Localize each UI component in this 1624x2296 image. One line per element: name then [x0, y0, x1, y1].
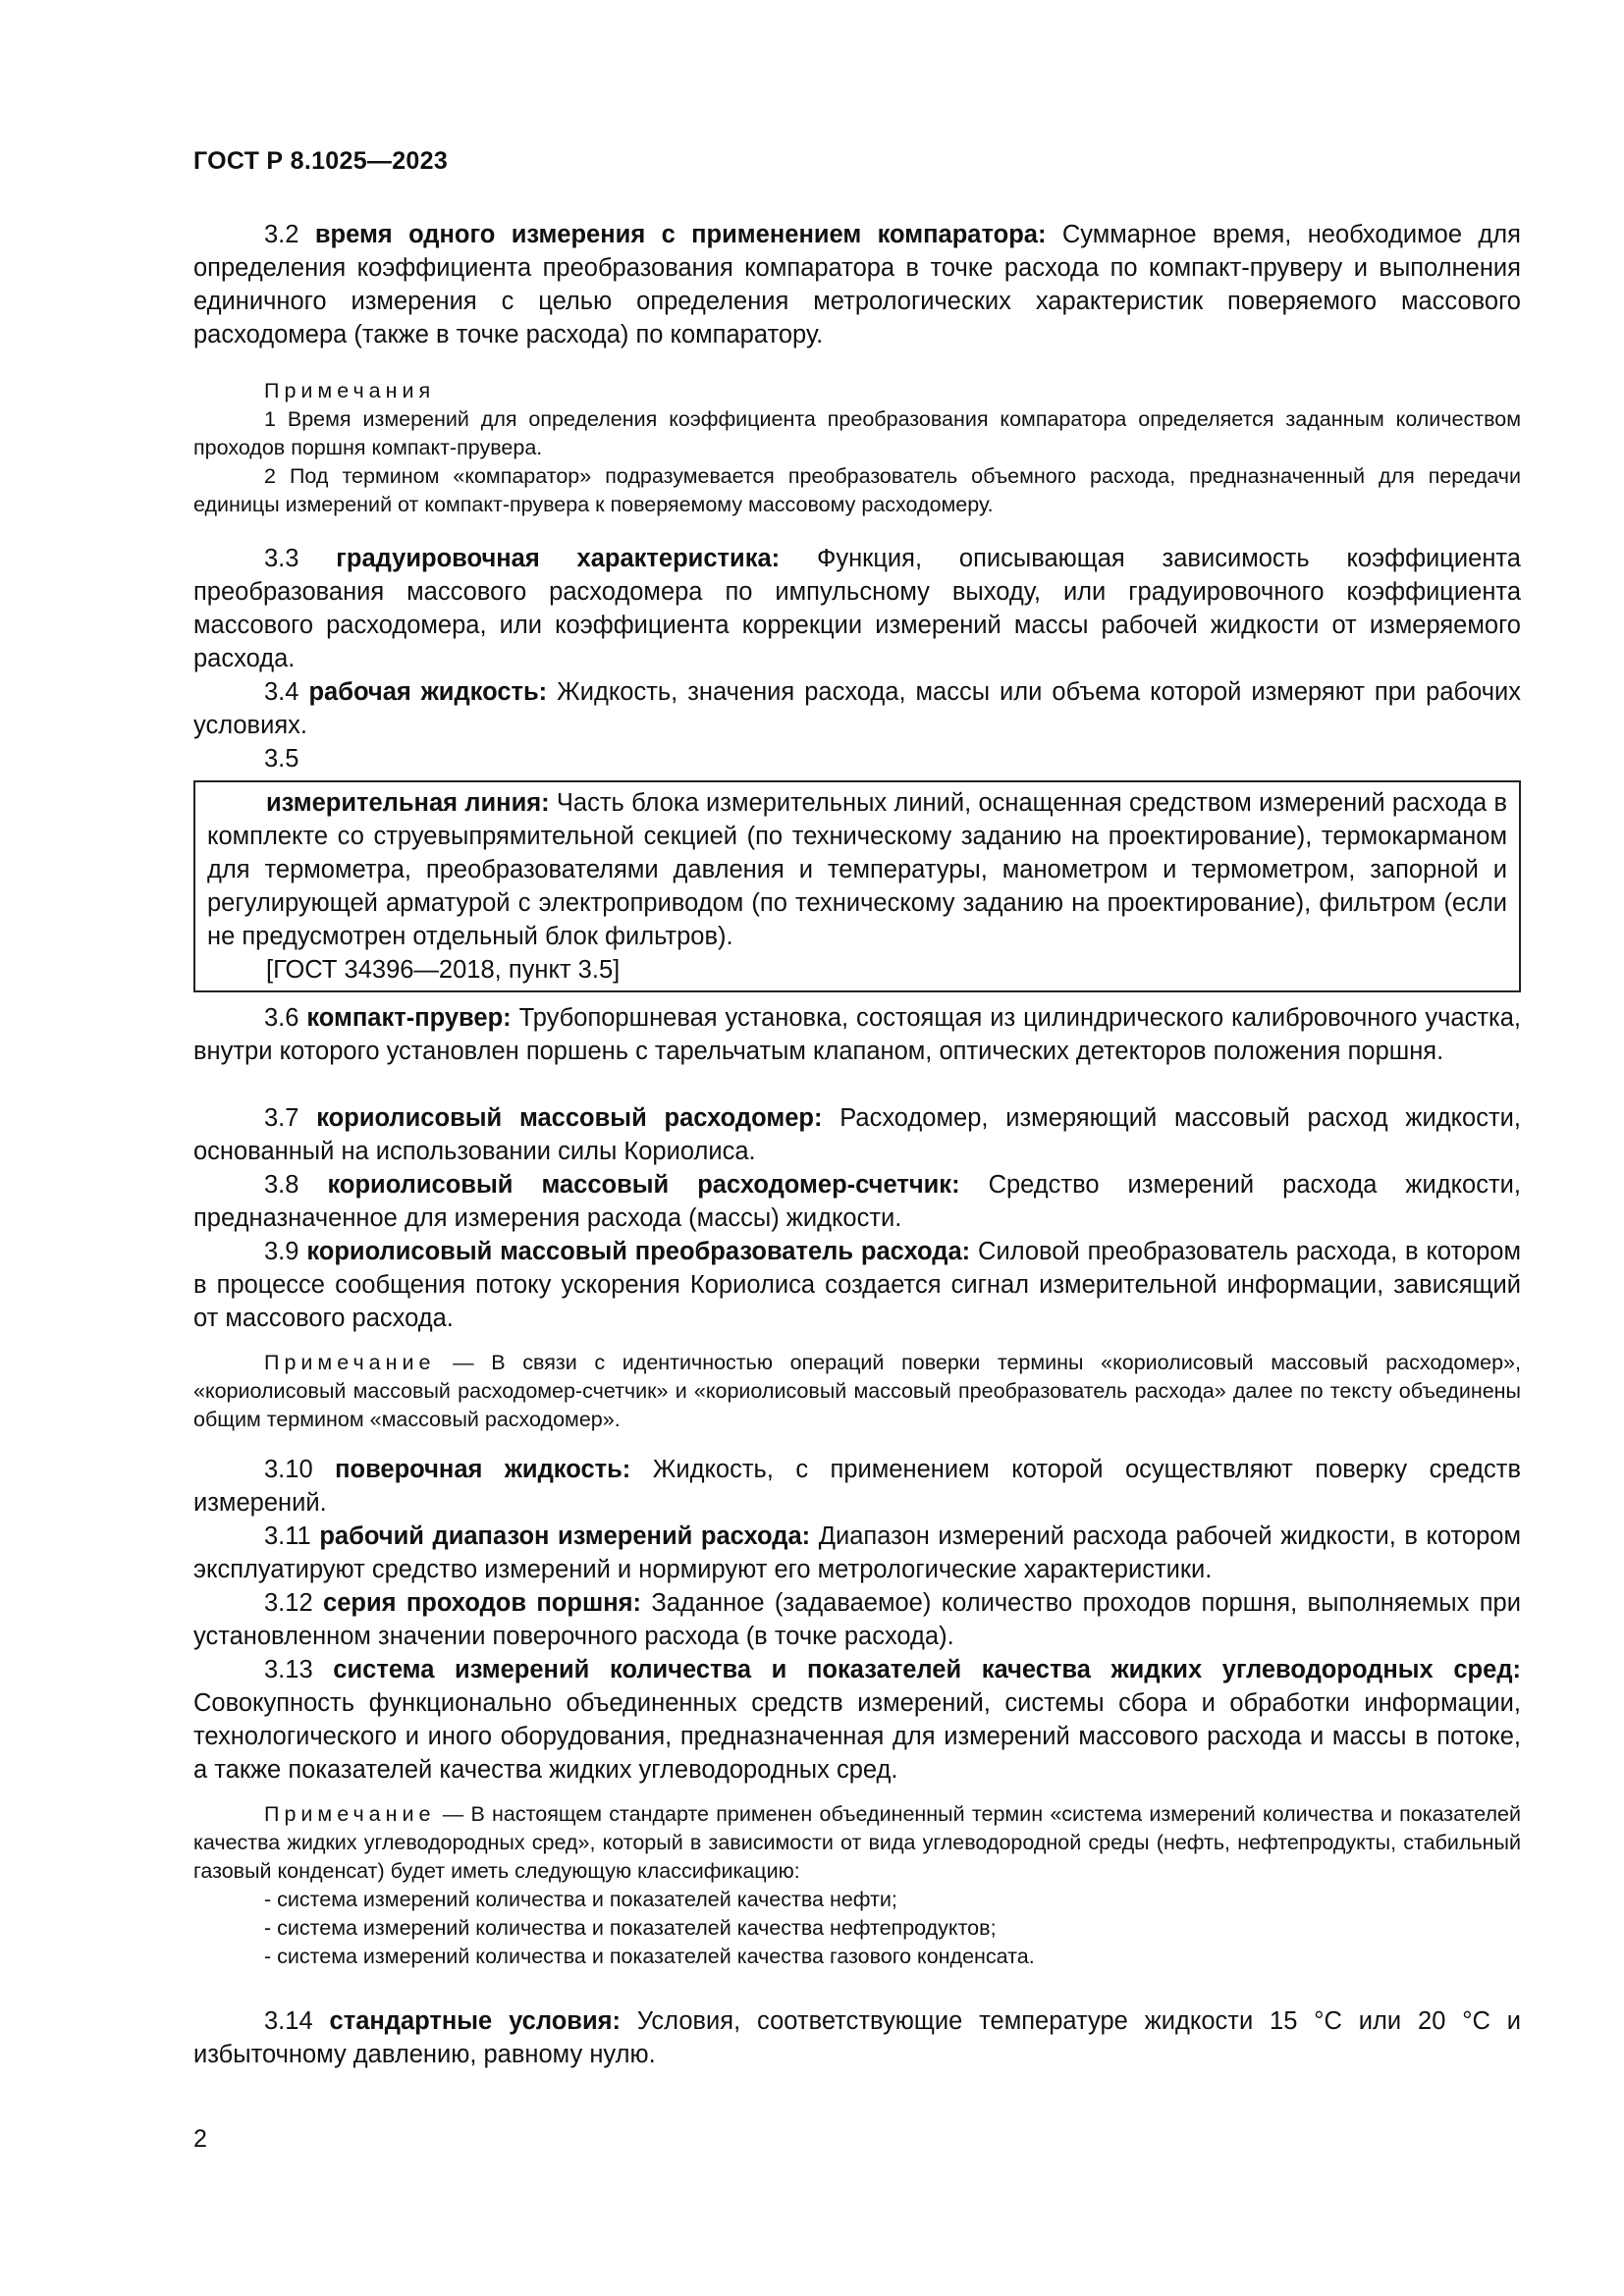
term-number: 3.9: [264, 1238, 299, 1265]
term-definition: Диапазон измерений расхода рабочей жидкости, в котором эксплуатируют средство измерений и нормируют его метрологические характеристики.: [193, 1522, 1521, 1583]
list-item: - система измерений количества и показателей качества нефти;: [264, 1888, 897, 1911]
term-definition: Часть блока измерительных линий, оснащенная средством измерений расхода в комплекте со струевыпрямительной секцией (по техническому заданию на проектирование), термокарманом для термометра, преобразователями давления и температуры, манометром и термометром, запорной и регулирующей арматурой с электроприводом (по техническому заданию на проектирование), фильтром (если не предусмотрен отдельный блок фильтров).: [207, 789, 1508, 950]
term-title: поверочная жидкость:: [335, 1456, 631, 1483]
term-number: 3.2: [264, 221, 299, 248]
term-number: 3.13: [264, 1656, 313, 1683]
note-3-13: [193, 1800, 1521, 1971]
term-title: стандартные условия:: [329, 2007, 622, 2035]
term-3-7: [193, 1101, 1521, 1168]
term-definition: Расходомер, измеряющий массовый расход жидкости, основанный на использовании силы Кориолиса.: [193, 1104, 1521, 1165]
list-item: - система измерений количества и показателей качества газового конденсата.: [264, 1945, 1035, 1968]
term-title: кориолисовый массовый расходомер:: [316, 1104, 823, 1132]
term-3-5-number: 3.5: [264, 745, 299, 773]
term-number: 3.3: [264, 545, 299, 572]
term-definition: Функция, описывающая зависимость коэффициента преобразования массового расходомера по импульсному выходу, или градуировочного коэффициента массового расходомера, или коэффициента коррекции измерений массы рабочей жидкости от измеряемого расхода.: [193, 545, 1521, 672]
term-title: рабочая жидкость:: [308, 678, 548, 706]
note-paragraph: [193, 1800, 1521, 1886]
term-title: серия проходов поршня:: [323, 1589, 641, 1617]
term-title: измерительная линия:: [266, 789, 550, 817]
term-3-2: [193, 218, 1521, 351]
term-title: рабочий диапазон измерений расхода:: [319, 1522, 811, 1550]
note-text: — В настоящем стандарте применен объединенный термин «система измерений количества и показателей качества жидких углеводородных сред», который в зависимости от вида углеводородной среды (нефть, нефтепродукты, стабильный газовый конденсат) будет иметь следующую классификацию:: [193, 1802, 1521, 1883]
term-definition: Условия, соответствующие температуре жидкости 15 °С или 20 °С и избыточному давлению, равному нулю.: [193, 2007, 1521, 2068]
term-number: 3.10: [264, 1456, 313, 1483]
notes-3-2: [193, 377, 1521, 519]
note-title: Примечание: [264, 1351, 436, 1374]
term-3-3: [193, 542, 1521, 675]
notes-title: Примечания: [264, 379, 436, 402]
document-header: ГОСТ Р 8.1025—2023: [193, 147, 449, 175]
note-title: Примечание: [264, 1802, 436, 1826]
term-3-5: [207, 786, 1507, 953]
term-definition: Жидкость, значения расхода, массы или объема которой измеряют при рабочих условиях.: [193, 678, 1522, 739]
term-definition: Трубопоршневая установка, состоящая из цилиндрического калибровочного участка, внутри которого установлен поршень с тарельчатым клапаном, оптических детекторов положения поршня.: [193, 1004, 1521, 1065]
term-number: 3.4: [264, 678, 299, 706]
list-item: - система измерений количества и показателей качества нефтепродуктов;: [264, 1916, 997, 1940]
term-3-4: [193, 675, 1521, 742]
term-3-6: [193, 1001, 1521, 1068]
quoted-definition-box: [193, 780, 1521, 992]
term-3-10: [193, 1453, 1521, 1520]
term-number: 3.7: [264, 1104, 299, 1132]
term-3-9: [193, 1235, 1521, 1335]
term-3-12: [193, 1586, 1521, 1653]
term-definition: Заданное (задаваемое) количество проходов поршня, выполняемых при установленном значении поверочного расхода (в точке расхода).: [193, 1589, 1521, 1650]
term-3-11: [193, 1520, 1521, 1586]
page-number: 2: [193, 2125, 207, 2153]
term-title: кориолисовый массовый расходомер-счетчик:: [327, 1171, 960, 1199]
term-title: кориолисовый массовый преобразователь расхода:: [306, 1238, 971, 1265]
note-text: — В связи с идентичностью операций поверки термины «кориолисовый массовый расходомер», «кориолисовый массовый расходомер-счетчик» и «кориолисовый массовый преобразователь расхода» далее по тексту объединены общим термином «массовый расходомер».: [193, 1351, 1521, 1431]
term-title: градуировочная характеристика:: [336, 545, 781, 572]
term-definition: Средство измерений расхода жидкости, предназначенное для измерения расхода (массы) жидкости.: [193, 1171, 1521, 1232]
term-definition: Суммарное время, необходимое для определения коэффициента преобразования компаратора в точке расхода по компакт-пруверу и выполнения единичного измерения с целью определения метрологических характеристик поверяемого массового расходомера (также в точке расхода) по компаратору.: [193, 221, 1521, 348]
term-definition: Силовой преобразователь расхода, в котором в процессе сообщения потоку ускорения Кориолиса создается сигнал измерительной информации, зависящий от массового расхода.: [193, 1238, 1522, 1332]
definition-source: [ГОСТ 34396—2018, пункт 3.5]: [266, 956, 621, 984]
term-3-8: [193, 1168, 1521, 1235]
term-title: система измерений количества и показателей качества жидких углеводородных сред:: [333, 1656, 1521, 1683]
note-1: 1 Время измерений для определения коэффициента преобразования компаратора определяется заданным количеством проходов поршня компакт-прувера.: [193, 407, 1521, 459]
note-2: 2 Под термином «компаратор» подразумевается преобразователь объемного расхода, предназначенный для передачи единицы измерений от компакт-прувера к поверяемому массовому расходомеру.: [193, 464, 1521, 516]
term-number: 3.14: [264, 2007, 313, 2035]
term-title: компакт-прувер:: [306, 1004, 512, 1032]
note-3-9: [193, 1349, 1521, 1434]
term-number: 3.11: [264, 1522, 311, 1550]
term-title: время одного измерения с применением компаратора:: [314, 221, 1047, 248]
term-definition: Совокупность функционально объединенных средств измерений, системы сбора и обработки информации, технологического и иного оборудования, предназначенная для измерений массового расхода и массы в потоке, а также показателей качества жидких углеводородных сред.: [193, 1689, 1521, 1784]
term-definition: Жидкость, с применением которой осуществляют поверку средств измерений.: [193, 1456, 1521, 1517]
term-number: 3.6: [264, 1004, 299, 1032]
term-number: 3.8: [264, 1171, 299, 1199]
term-3-13: [193, 1653, 1521, 1787]
term-number: 3.12: [264, 1589, 313, 1617]
term-3-14: [193, 2004, 1521, 2071]
